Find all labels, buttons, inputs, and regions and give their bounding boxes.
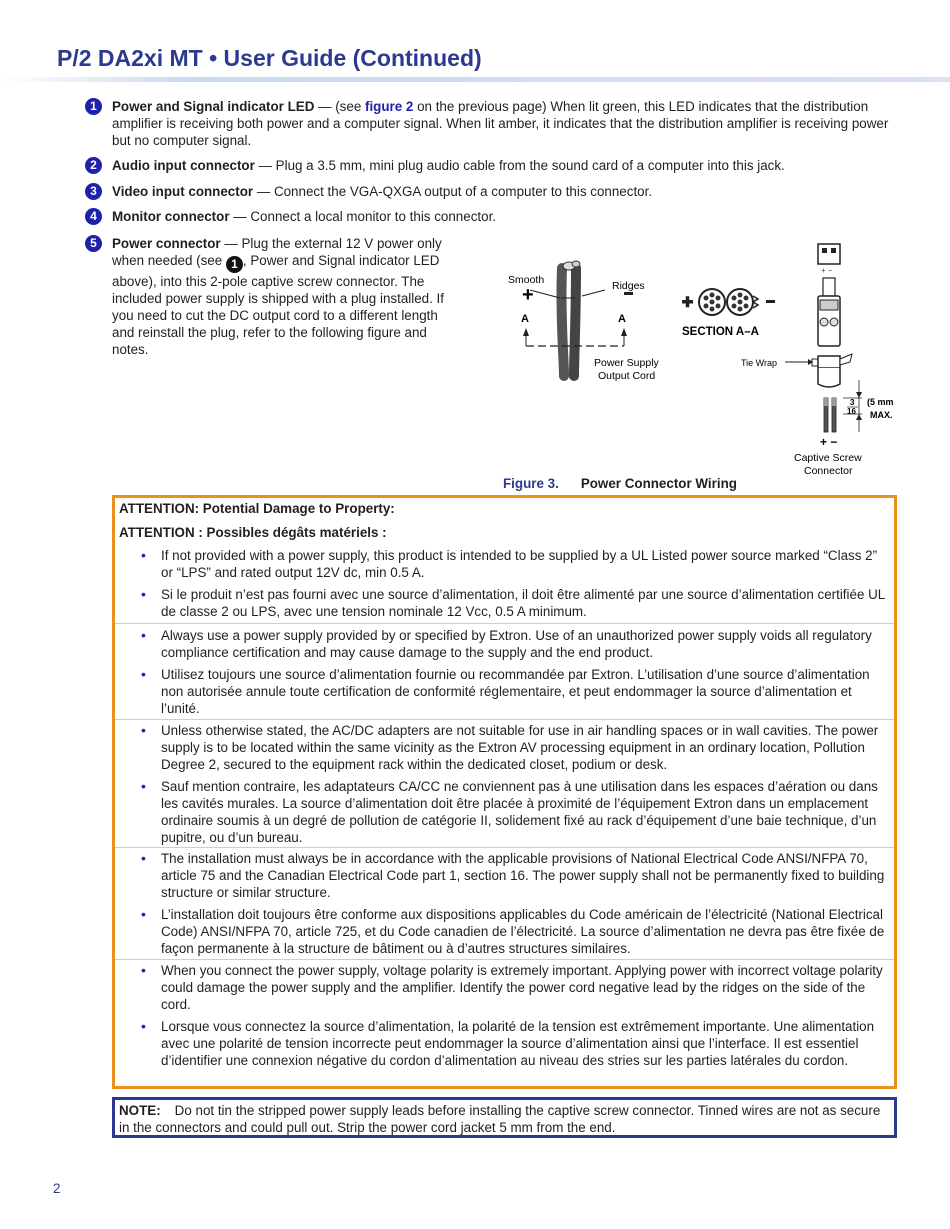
figure-title: Power Connector Wiring bbox=[580, 476, 737, 491]
item-video-input bbox=[90, 183, 892, 200]
page-number: 2 bbox=[53, 1181, 61, 1196]
item-power-led bbox=[90, 98, 892, 149]
figure-link[interactable]: figure 2 bbox=[365, 99, 414, 114]
captive-label-line1: Captive Screw bbox=[794, 452, 862, 464]
note-text bbox=[119, 1102, 889, 1136]
item-title: Video input connector bbox=[112, 184, 254, 199]
page-title: P/2 DA2xi MT • User Guide (Continued) bbox=[57, 45, 482, 71]
attention-bullet: • When you connect the power supply, voltage polarity is extremely important. Applying power with incorrect voltage polarity could damage the power supply and the amplifier. Identify the power cord negative lead by the ridges on the side of the cord. bbox=[141, 962, 883, 1012]
captive-label-line2: Connector bbox=[804, 465, 853, 477]
bullet-dot: • bbox=[141, 666, 146, 682]
bullet-dot: • bbox=[141, 962, 146, 978]
smooth-label: Smooth bbox=[508, 274, 545, 286]
callout-number: 3 bbox=[85, 183, 102, 200]
item-audio-input bbox=[90, 157, 892, 174]
cord-label-line2: Output Cord bbox=[598, 370, 656, 382]
plus-sign: + bbox=[522, 284, 534, 306]
attention-bullet: • Unless otherwise stated, the AC/DC adapters are not suitable for use in air handling spaces or in wall cavities. The power supply is to be located within the same vicinity as the Extron AV processing equipment in an ordinary location, Pollution Degree 2, secured to the equipment rack within the dedicated closet, podium or desk. bbox=[141, 722, 879, 772]
top-polarity-label: + − bbox=[821, 266, 833, 275]
cord-cross-section bbox=[682, 289, 775, 315]
dimension-denominator: 16 bbox=[847, 407, 856, 416]
reference-number: 1 bbox=[226, 256, 243, 273]
section-label: SECTION A–A bbox=[682, 326, 759, 338]
figure-caption bbox=[503, 475, 737, 492]
item-power-connector bbox=[90, 235, 450, 358]
bullet-dot: • bbox=[141, 906, 146, 922]
callout-number: 1 bbox=[85, 98, 102, 115]
section-a-right-label: A bbox=[618, 313, 626, 325]
group-divider bbox=[115, 623, 894, 624]
power-connector-wiring-diagram bbox=[500, 238, 910, 478]
output-cord bbox=[561, 261, 580, 376]
attention-bullet: • Always use a power supply provided by or specified by Extron. Use of an unauthorized power supply voids all regulatory compliance certification and may cause damage to the supply and the end product. bbox=[141, 627, 872, 660]
group-divider bbox=[115, 959, 894, 960]
dimension-note-line1: (5 mm bbox=[867, 397, 894, 407]
attention-heading-en: ATTENTION: Potential Damage to Property: bbox=[119, 501, 395, 516]
attention-bullet: • Si le produit n’est pas fourni avec une source d’alimentation, il doit être alimenté par une source d’alimentation certifiée UL de classe 2 ou LPS, avec une tension nominale 12 Vcc, 0.5 A minimum. bbox=[141, 586, 885, 619]
bullet-dot: • bbox=[141, 586, 146, 602]
bullet-dot: • bbox=[141, 778, 146, 794]
bullet-dot: • bbox=[141, 722, 146, 738]
note-label: NOTE: bbox=[119, 1103, 161, 1118]
attention-bullet: • If not provided with a power supply, this product is intended to be supplied by a UL Listed power source marked “Class 2” or “LPS” and rated output 12V dc, min 0.5 A. bbox=[141, 547, 878, 580]
section-a-left-label: A bbox=[521, 313, 529, 325]
dimension-numerator: 3 bbox=[850, 398, 855, 407]
bullet-dot: • bbox=[141, 547, 146, 563]
item-title: Power connector bbox=[112, 236, 221, 251]
item-text: — Connect a local monitor to this connector. bbox=[229, 209, 497, 224]
note-body: Do not tin the stripped power supply leads before installing the captive screw connector. Tinned wires are not as secure in the connectors and could pull out. Strip the power cord jacket 5 mm from the end. bbox=[119, 1103, 881, 1135]
item-monitor bbox=[90, 208, 892, 225]
callout-number: 4 bbox=[85, 208, 102, 225]
group-divider bbox=[115, 847, 894, 848]
item-title: Audio input connector bbox=[112, 158, 255, 173]
callout-number: 2 bbox=[85, 157, 102, 174]
figure-number: Figure 3. bbox=[503, 476, 559, 491]
callout-number: 5 bbox=[85, 235, 102, 252]
dimension-note-line2: MAX. bbox=[870, 410, 893, 420]
item-text: — Plug the external 12 V power only when needed (see bbox=[112, 236, 442, 268]
minus-sign bbox=[624, 292, 633, 295]
header-rule bbox=[0, 77, 950, 82]
attention-bullet: • Utilisez toujours une source d’alimentation fournie ou recommandée par Extron. L’utilisation d’une source d’alimentation non autorisée annule toute certification de conformité réglementaire, et peut endommager la source d’alimentation et l’unité. bbox=[141, 666, 870, 716]
group-divider bbox=[115, 719, 894, 720]
item-text: , Power and Signal indicator LED above), into this 2-pole captive screw connector. The included power supply is shipped with a plug installed. If you need to cut the DC output cord to a different length and reinstall the plug, refer to the following figure and notes. bbox=[112, 253, 444, 357]
attention-bullet: • The installation must always be in accordance with the applicable provisions of National Electrical Code ANSI/NFPA 70, article 75 and the Canadian Electrical Code part 1, section 16. The power supply shall not be permanently fixed to building structure or similar structure. bbox=[141, 850, 885, 900]
attention-bullet: • Lorsque vous connectez la source d’alimentation, la polarité de la tension est extrêmement importante. Une alimentation avec une polarité de tension incorrecte peut endommager la source d’alimentation ainsi que l’interface. Il est essentiel d’identifier une connexion négative du cordon d’alimentation au niveau des stries sur les parties latérales du cordon. bbox=[141, 1018, 875, 1068]
attention-bullet: • Sauf mention contraire, les adaptateurs CA/CC ne conviennent pas à une utilisation dans les espaces d’aération ou dans les cavités murales. La source d’alimentation doit être placée à proximité de l’équipement Extron dans un emplacement ordinaire soumis à un degré de pollution de catégorie II, solidement fixé au rack d’équipement d’une baie technique, d’un pupitre, ou d’un bureau. bbox=[141, 778, 878, 845]
captive-screw-connector bbox=[812, 244, 852, 432]
bullet-dot: • bbox=[141, 850, 146, 866]
item-text: — (see bbox=[314, 99, 365, 114]
bullet-dot: • bbox=[141, 627, 146, 643]
attention-heading-fr: ATTENTION : Possibles dégâts matériels : bbox=[119, 525, 387, 540]
connector-polarity-label: + − bbox=[820, 435, 838, 449]
item-text: — Plug a 3.5 mm, mini plug audio cable from the sound card of a computer into this jack. bbox=[254, 158, 785, 173]
item-title: Monitor connector bbox=[112, 209, 230, 224]
item-title: Power and Signal indicator LED bbox=[112, 99, 315, 114]
ridges-label: Ridges bbox=[612, 280, 645, 292]
tie-wrap-label: Tie Wrap bbox=[741, 358, 778, 368]
bullet-dot: • bbox=[141, 1018, 146, 1034]
item-text: — Connect the VGA-QXGA output of a computer to this connector. bbox=[253, 184, 653, 199]
cord-label-line1: Power Supply bbox=[594, 357, 659, 369]
item-text: on the previous page) When lit green, this LED indicates that the distribution amplifier is receiving both power and a computer signal. When lit amber, it indicates that the distribution amplifier is receiving power but no computer signal. bbox=[112, 99, 889, 148]
attention-bullet: • L’installation doit toujours être conforme aux dispositions applicables du Code américain de l’électricité (National Electrical Code) ANSI/NFPA 70, article 725, et du Code canadien de l’électricité. La source d’alimentation ne devra pas être fixée de façon permanente à la structure de bâtiment ou à d’autres structures similaires. bbox=[141, 906, 885, 956]
